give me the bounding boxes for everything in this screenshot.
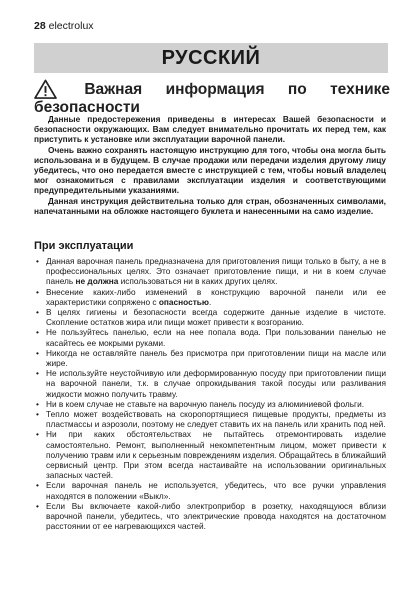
language-banner: РУССКИЙ bbox=[34, 43, 388, 73]
page-header bbox=[34, 20, 94, 32]
usage-bullet-list bbox=[34, 256, 386, 531]
bullet-text: Ни при каких обстоятельствах не пытайтесь отремонтировать изделие самостоятельно. Ремонт, выполненный некомпетентным лицом, может привести к получению травм или к серьезным повреждениям изделия. Обращайтесь в ближайший сервисный центр. При этом всегда настаивайте на использовании оригинальных запасных частей. bbox=[46, 429, 386, 481]
title-line-2: безопасности bbox=[34, 99, 140, 116]
title-word-2: информация bbox=[165, 80, 265, 98]
page-number: 28 bbox=[34, 20, 46, 32]
intro-paragraph-1: Данные предостережения приведены в интересах Вашей безопасности и безопасности окружающих. Вам следует внимательно прочитать их перед тем, как приступить к установке или эксплуатации варочной панели. bbox=[34, 114, 386, 145]
bullet-text-end: . bbox=[208, 296, 212, 307]
bullet-text: Если Вы включаете какой-либо электроприбор в розетку, находящуюся вблизи варочной панели, убедитесь, что электрические провода находятся на достаточном расстоянии от ее нагревающихся частей. bbox=[46, 500, 386, 532]
safety-title bbox=[34, 79, 390, 116]
bullet-text: Если варочная панель не используется, убедитесь, что все ручки управления находятся в положении «Выкл». bbox=[46, 480, 386, 501]
section-title: При эксплуатации bbox=[34, 240, 134, 252]
list-item bbox=[34, 287, 386, 307]
bullet-text: В целях гигиены и безопасности всегда содержите данные изделие в чистоте. Скопление остатков жира или пищи может привести к возгоранию. bbox=[46, 307, 386, 328]
list-item bbox=[34, 480, 386, 500]
intro-paragraph-3: Данная инструкция действительна только для стран, обозначенных символами, напечатанными на обложке настоящего буклета и нанесенными на само изделие. bbox=[34, 195, 386, 216]
bullet-text: Не пользуйтесь панелью, если на нее попала вода. При пользовании панелью не касайтесь ее мокрыми руками. bbox=[46, 327, 386, 348]
title-word-1: Важная bbox=[84, 80, 143, 98]
bullet-text: Данная варочная панель предназначена для приготовления пищи только в быту, а не в профессиональных целях. Это означает приготовление пищи, и ни в коем случае панель bbox=[46, 256, 386, 287]
intro-paragraph-2: Очень важно сохранять настоящую инструкцию для того, чтобы она могла быть использована и в будущем. В случае продажи или передачи изделия другому лицу убедитесь, что оно передается вместе с инструкцией с тем, чтобы новый владелец мог ознакомиться с правилами эксплуатации изделия и соответствующими предупредительными указаниями. bbox=[34, 144, 386, 196]
bullet-text: Не используйте неустойчивую или деформированную посуду при приготовлении пищи на варочной панели, т.к. в случае опрокидывания такой посуды или разливания жидкости можно получить травму. bbox=[46, 368, 386, 399]
bullet-emphasis: не должна bbox=[75, 276, 119, 287]
intro-text bbox=[34, 114, 386, 216]
bullet-text: Тепло может воздействовать на скоропортящиеся пищевые продукты, предметы из пластмассы и аэрозоли, поэтому не следует ставить их на панель или хранить под ней. bbox=[46, 409, 386, 430]
warning-triangle-icon bbox=[34, 79, 57, 99]
list-item bbox=[34, 327, 386, 347]
list-item bbox=[34, 307, 386, 327]
title-word-3: по bbox=[287, 80, 307, 98]
list-item bbox=[34, 256, 386, 287]
list-item bbox=[34, 399, 386, 409]
bullet-text: Никогда не оставляйте панель без присмотра при приготовлении пищи на масле или жире. bbox=[46, 347, 386, 369]
bullet-text: Ни в коем случае не ставьте на варочную панель посуду из алюминиевой фольги. bbox=[46, 398, 365, 409]
list-item bbox=[34, 501, 386, 532]
list-item bbox=[34, 429, 386, 480]
list-item bbox=[34, 348, 386, 368]
bullet-text: Внесение каких-либо изменений в конструкцию варочной панели или ее характеристики сопряжено с bbox=[46, 286, 386, 307]
bullet-emphasis: опасностью bbox=[158, 296, 209, 307]
title-word-4: технике bbox=[330, 80, 390, 98]
bullet-text-end: использоваться ни в каких других целях. bbox=[118, 276, 278, 287]
list-item bbox=[34, 368, 386, 399]
brand-name: electrolux bbox=[48, 20, 94, 32]
list-item bbox=[34, 409, 386, 429]
